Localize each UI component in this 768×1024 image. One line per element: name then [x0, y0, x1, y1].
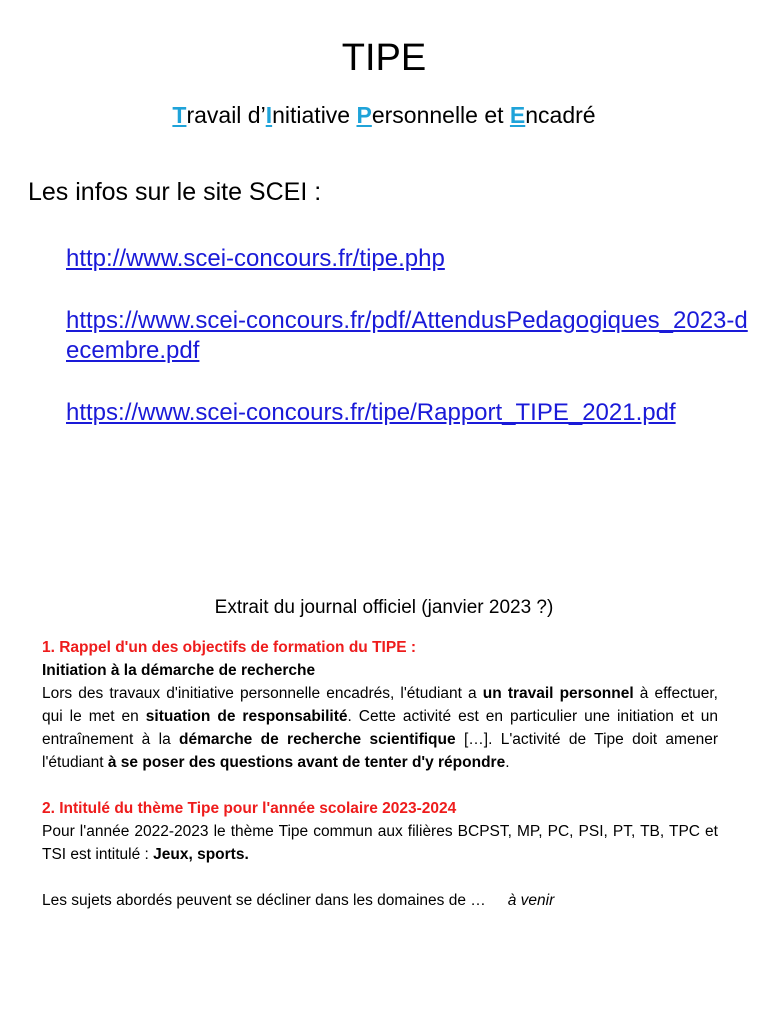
extrait-body: [42, 636, 718, 912]
spacer: [42, 774, 718, 797]
text: .: [505, 754, 510, 771]
bold-text: démarche de recherche scientifique: [179, 731, 456, 748]
text: Les sujets abordés peuvent se décliner dans les domaines de …: [42, 892, 486, 909]
subtitle-part-4: ncadré: [525, 102, 596, 128]
text: Lors des travaux d'initiative personnelle encadrés, l'étudiant a: [42, 685, 483, 702]
bold-text: à se poser des questions avant de tenter d'y répondre: [107, 754, 506, 771]
link-attendus-pedagogiques[interactable]: https://www.scei-concours.fr/pdf/AttendusPedagogiques_2023-decembre.pdf: [66, 307, 748, 364]
text: à effectuer, qui le met en: [42, 685, 718, 725]
text: Pour l'année 2022-2023 le thème Tipe commun aux filières BCPST, MP, PC, PSI, PT, TB, TPC et TSI est intitulé :: [42, 823, 718, 863]
italic-text: à venir: [507, 892, 555, 909]
subtitle-part-2: nitiative: [272, 102, 357, 128]
initial-p: P: [356, 102, 372, 128]
subtitle-part-1: ravail d’: [186, 102, 266, 128]
bold-text: Jeux, sports.: [153, 846, 249, 863]
initial-e: E: [509, 102, 526, 128]
links-list: [66, 244, 756, 460]
subtitle: [0, 98, 768, 132]
section-2-paragraph: [42, 820, 718, 866]
page-title: TIPE: [341, 37, 427, 79]
bold-text: situation de responsabilité: [145, 708, 348, 725]
link-rapport-tipe-2021[interactable]: https://www.scei-concours.fr/tipe/Rapport_TIPE_2021.pdf: [66, 399, 676, 426]
initial-t: T: [172, 102, 187, 128]
section-1-paragraph: [42, 682, 718, 774]
subtitle-part-3: ersonnelle et: [371, 102, 510, 128]
link-tipe-page[interactable]: http://www.scei-concours.fr/tipe.php: [66, 245, 445, 272]
text: […]. L'activité de Tipe doit amener l'étudiant: [42, 731, 718, 771]
section-3-paragraph: [42, 889, 718, 912]
section-1-title: 1. Rappel d'un des objectifs de formation du TIPE :: [42, 639, 416, 656]
extrait-heading: Extrait du journal officiel (janvier 2023 ?): [214, 597, 554, 618]
section-1-subtitle: Initiation à la démarche de recherche: [42, 662, 316, 679]
infos-label: Les infos sur le site SCEI :: [28, 178, 322, 206]
section-2-title: 2. Intitulé du thème Tipe pour l'année scolaire 2023-2024: [42, 800, 457, 817]
text: . Cette activité est en particulier une initiation et un entraînement à la: [42, 708, 718, 748]
bold-text: un travail personnel: [482, 685, 634, 702]
initial-i: I: [265, 102, 273, 128]
spacer: [42, 866, 718, 889]
